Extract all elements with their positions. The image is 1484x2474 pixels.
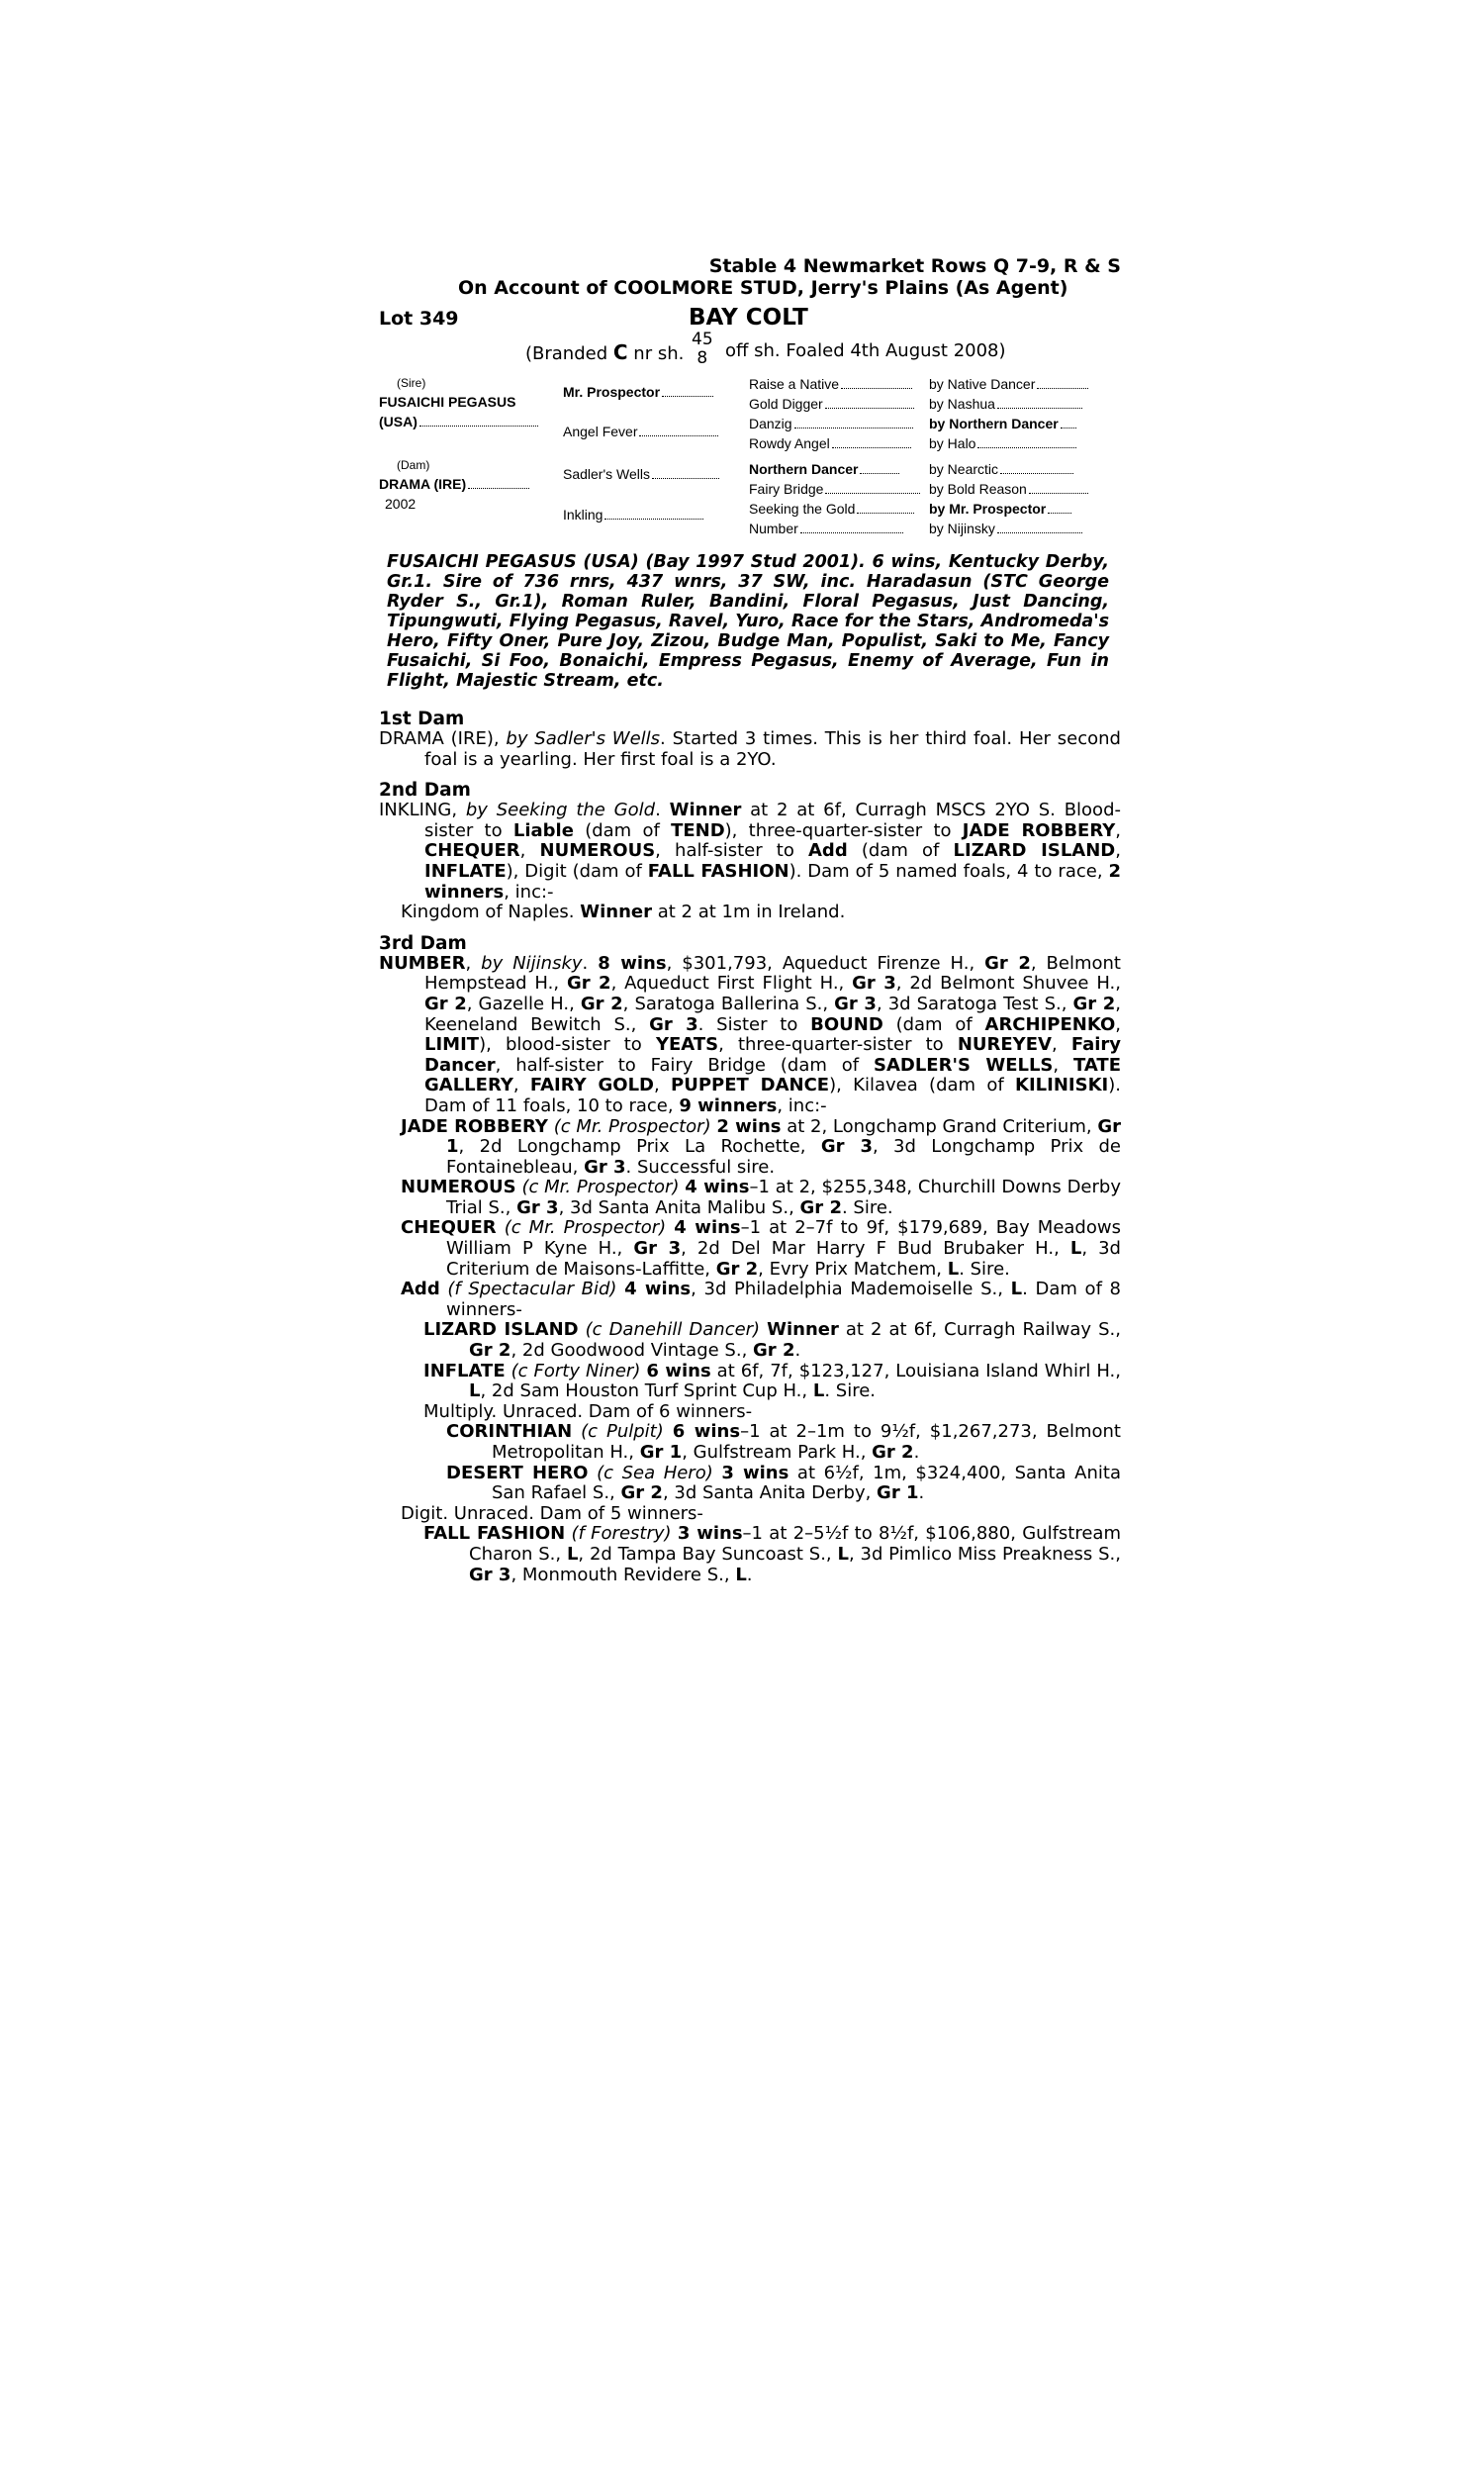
dam-dam: Inkling: [563, 507, 703, 523]
catalogue-page: [379, 255, 1121, 1585]
gen3-5: Northern Dancer: [749, 461, 899, 477]
gen3-1: Raise a Native: [749, 376, 912, 392]
dam-label: (Dam): [397, 458, 430, 472]
brand-line: [379, 331, 1121, 374]
first-dam-text: DRAMA (IRE), by Sadler's Wells. Started 3 times. This is her third foal. Her second foal is a yearling. Her first foal is a 2YO.: [379, 728, 1121, 770]
produce-corinthian: CORINTHIAN (c Pulpit) 6 wins–1 at 2–1m to 9½f, $1,267,273, Belmont Metropolitan H., Gr 1, Gulfstream Park H., Gr 2.: [446, 1421, 1121, 1463]
brand-number: 45 8: [692, 330, 713, 368]
gen4-2: by Nashua: [929, 396, 1082, 412]
gen3-7: Seeking the Gold: [749, 501, 914, 517]
produce-jade-robbery: JADE ROBBERY (c Mr. Prospector) 2 wins at 2, Longchamp Grand Criterium, Gr 1, 2d Longchamp Prix La Rochette, Gr 3, 3d Longchamp Prix de Fontainebleau, Gr 3. Successful sire.: [401, 1115, 1121, 1178]
sire-name: FUSAICHI PEGASUS: [379, 394, 516, 410]
produce-inflate: INFLATE (c Forty Niner) 6 wins at 6f, 7f, $123,127, Louisiana Island Whirl H., L, 2d Sam Houston Turf Sprint Cup H., L. Sire.: [423, 1360, 1121, 1402]
second-dam-text: INKLING, by Seeking the Gold. Winner at 2 at 6f, Curragh MSCS 2YO S. Blood-sister to Liable (dam of TEND), three-quarter-sister to JADE ROBBERY, CHEQUER, NUMEROUS, half-sister to Add (dam of LIZARD ISLAND, INFLATE), Digit (dam of FALL FASHION). Dam of 5 named foals, 4 to race, 2 winners, inc:-: [379, 800, 1121, 903]
gen3-3: Danzig: [749, 416, 913, 431]
gen4-6: by Bold Reason: [929, 481, 1088, 497]
lot-number: Lot 349: [379, 308, 459, 330]
gen3-4: Rowdy Angel: [749, 435, 911, 451]
sire-label: (Sire): [397, 376, 426, 390]
third-dam-heading: 3rd Dam: [379, 932, 467, 954]
gen4-5: by Nearctic: [929, 461, 1073, 477]
horse-description: BAY COLT: [689, 305, 808, 331]
gen4-1: by Native Dancer: [929, 376, 1088, 392]
sire-sire: Mr. Prospector: [563, 384, 713, 400]
produce-desert-hero: DESERT HERO (c Sea Hero) 3 wins at 6½f, 1m, $324,400, Santa Anita San Rafael S., Gr 2, 3d Santa Anita Derby, Gr 1.: [446, 1462, 1121, 1504]
foaling-date: off sh. Foaled 4th August 2008): [725, 340, 1006, 361]
brand-text: (Branded C nr sh.: [525, 340, 685, 364]
dam-sire: Sadler's Wells: [563, 466, 719, 482]
gen4-3: by Northern Dancer: [929, 416, 1076, 431]
produce-lizard-island: LIZARD ISLAND (c Danehill Dancer) Winner at 2 at 6f, Curragh Railway S., Gr 2, 2d Goodwood Vintage S., Gr 2.: [423, 1319, 1121, 1362]
gen3-6: Fairy Bridge: [749, 481, 920, 497]
pedigree-table: [379, 374, 1121, 544]
produce-fall-fashion: FALL FASHION (f Forestry) 3 wins–1 at 2–5½f to 8½f, $106,880, Gulfstream Charon S., L, 2d Tampa Bay Suncoast S., L, 3d Pimlico Miss Preakness S., Gr 3, Monmouth Revidere S., L.: [423, 1523, 1121, 1585]
second-dam-produce: Kingdom of Naples. Winner at 2 at 1m in Ireland.: [401, 902, 846, 923]
gen4-7: by Mr. Prospector: [929, 501, 1071, 517]
stable-location: Stable 4 Newmarket Rows Q 7-9, R & S: [708, 255, 1121, 277]
brand-mark: C: [612, 340, 628, 364]
third-dam-text: NUMBER, by Nijinsky. 8 wins, $301,793, Aqueduct Firenze H., Gr 2, Belmont Hempstead H., Gr 2, Aqueduct First Flight H., Gr 3, 2d Belmont Shuvee H., Gr 2, Gazelle H., Gr 2, Saratoga Ballerina S., Gr 3, 3d Saratoga Test S., Gr 2, Keeneland Bewitch S., Gr 3. Sister to BOUND (dam of ARCHIPENKO, LIMIT), blood-sister to YEATS, three-quarter-sister to NUREYEV, Fairy Dancer, half-sister to Fairy Bridge (dam of SADLER'S WELLS, TATE GALLERY, FAIRY GOLD, PUPPET DANCE), Kilavea (dam of KILINISKI). Dam of 11 foals, 10 to race, 9 winners, inc:-: [379, 952, 1122, 1116]
vendor-account: On Account of COOLMORE STUD, Jerry's Plains (As Agent): [458, 277, 1068, 299]
sire-dam: Angel Fever: [563, 424, 718, 439]
gen4-4: by Halo: [929, 435, 1076, 451]
sire-country: (USA): [379, 414, 538, 429]
produce-numerous: NUMEROUS (c Mr. Prospector) 4 wins–1 at 2, $255,348, Churchill Downs Derby Trial S., Gr 3, 3d Santa Anita Malibu S., Gr 2. Sire.: [401, 1177, 1121, 1218]
first-dam-heading: 1st Dam: [379, 709, 465, 729]
dam-name: DRAMA (IRE): [379, 476, 529, 492]
dam-foaling-year: 2002: [385, 496, 417, 512]
produce-digit: Digit. Unraced. Dam of 5 winners-: [401, 1502, 703, 1524]
produce-multiply: Multiply. Unraced. Dam of 6 winners-: [423, 1400, 753, 1422]
gen3-8: Number: [749, 521, 903, 536]
gen4-8: by Nijinsky: [929, 521, 1082, 536]
sire-summary: FUSAICHI PEGASUS (USA) (Bay 1997 Stud 2001). 6 wins, Kentucky Derby, Gr.1. Sire of 736 rnrs, 437 wnrs, 37 SW, inc. Haradasun (STC George Ryder S., Gr.1), Roman Ruler, Bandini, Floral Pegasus, Just Dancing, Tipungwuti, Flying Pegasus, Ravel, Yuro, Race for the Stars, Andromeda's Hero, Fifty Oner, Pure Joy, Zizou, Budge Man, Populist, Saki to Me, Fancy Fusaichi, Si Foo, Bonaichi, Empress Pegasus, Enemy of Average, Fun in Flight, Majestic Stream, etc.: [387, 552, 1109, 691]
produce-chequer: CHEQUER (c Mr. Prospector) 4 wins–1 at 2–7f to 9f, $179,689, Bay Meadows William P Kyne H., Gr 3, 2d Del Mar Harry F Bud Brubaker H., L, 3d Criterium de Maisons-Laffitte, Gr 2, Evry Prix Matchem, L. Sire.: [401, 1217, 1121, 1280]
gen3-2: Gold Digger: [749, 396, 914, 412]
second-dam-heading: 2nd Dam: [379, 780, 471, 802]
produce-add: Add (f Spectacular Bid) 4 wins, 3d Philadelphia Mademoiselle S., L. Dam of 8 winners-: [401, 1279, 1122, 1320]
lot-line: [379, 305, 1121, 331]
